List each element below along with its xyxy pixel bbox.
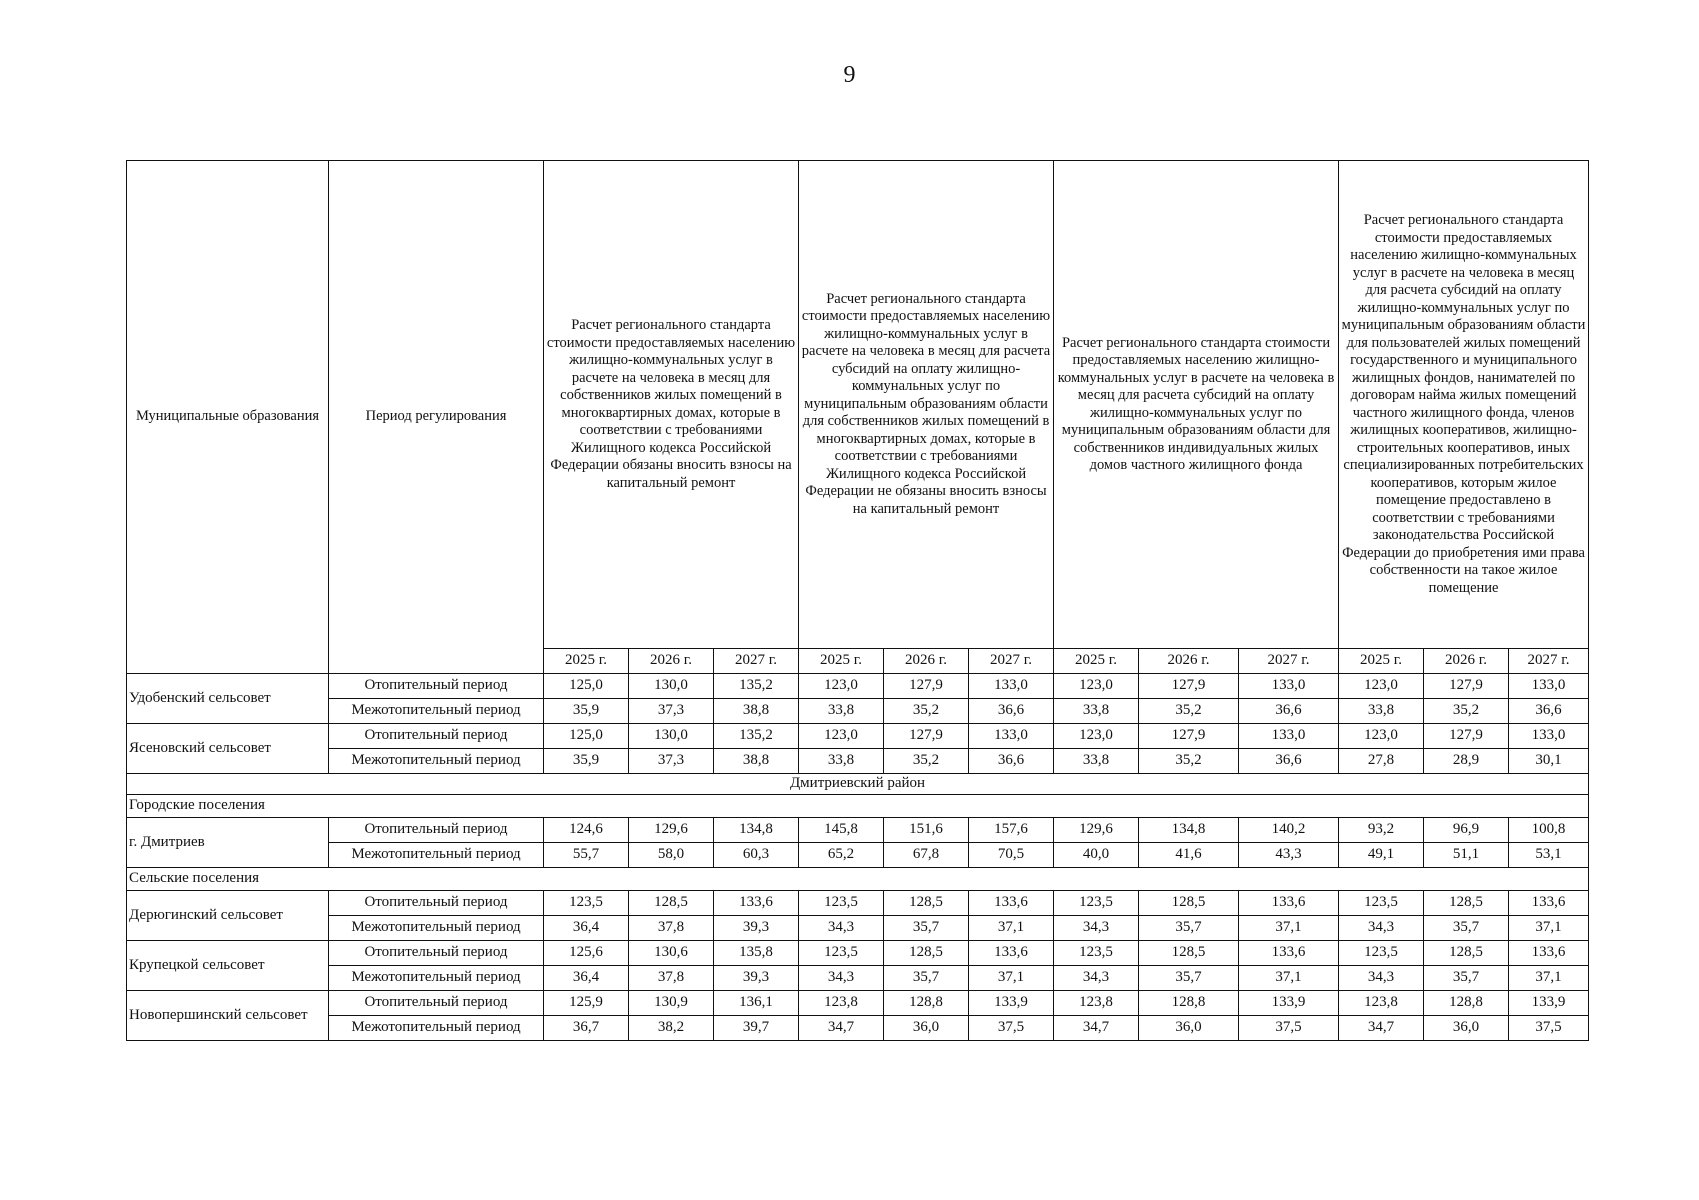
district-title: Дмитриевский район <box>127 774 1589 795</box>
value-cell: 123,0 <box>799 724 884 749</box>
value-cell: 37,8 <box>629 916 714 941</box>
value-cell: 133,0 <box>969 724 1054 749</box>
value-cell: 127,9 <box>1139 724 1239 749</box>
group-row <box>127 795 1589 818</box>
period-label: Межотопительный период <box>329 843 544 868</box>
value-cell: 128,5 <box>1139 891 1239 916</box>
value-cell: 125,0 <box>544 674 629 699</box>
value-cell: 123,0 <box>1339 674 1424 699</box>
table-row <box>127 916 1589 941</box>
table-row <box>127 843 1589 868</box>
value-cell: 34,3 <box>799 966 884 991</box>
value-cell: 27,8 <box>1339 749 1424 774</box>
value-cell: 36,0 <box>884 1016 969 1041</box>
value-cell: 135,2 <box>714 724 799 749</box>
group-row <box>127 868 1589 891</box>
value-cell: 38,8 <box>714 749 799 774</box>
period-label: Отопительный период <box>329 991 544 1016</box>
value-cell: 35,2 <box>884 749 969 774</box>
value-cell: 135,8 <box>714 941 799 966</box>
value-cell: 36,6 <box>969 749 1054 774</box>
value-cell: 34,3 <box>1054 916 1139 941</box>
period-label: Отопительный период <box>329 891 544 916</box>
value-cell: 128,8 <box>884 991 969 1016</box>
value-cell: 37,5 <box>969 1016 1054 1041</box>
value-cell: 37,1 <box>1509 966 1589 991</box>
value-cell: 125,0 <box>544 724 629 749</box>
value-cell: 36,0 <box>1139 1016 1239 1041</box>
table-row <box>127 891 1589 916</box>
value-cell: 35,7 <box>1424 966 1509 991</box>
header-year: 2026 г. <box>884 649 969 674</box>
header-year: 2025 г. <box>1054 649 1139 674</box>
header-year: 2025 г. <box>1339 649 1424 674</box>
value-cell: 34,7 <box>1054 1016 1139 1041</box>
value-cell: 145,8 <box>799 818 884 843</box>
value-cell: 36,6 <box>969 699 1054 724</box>
value-cell: 34,3 <box>799 916 884 941</box>
value-cell: 65,2 <box>799 843 884 868</box>
value-cell: 53,1 <box>1509 843 1589 868</box>
municipality-name: Ясеновский сельсовет <box>127 724 329 774</box>
value-cell: 128,5 <box>1424 891 1509 916</box>
value-cell: 133,0 <box>1509 674 1589 699</box>
header-year: 2026 г. <box>1139 649 1239 674</box>
table-row <box>127 749 1589 774</box>
municipality-name: Новопершинский сельсовет <box>127 991 329 1041</box>
value-cell: 100,8 <box>1509 818 1589 843</box>
value-cell: 37,1 <box>1239 916 1339 941</box>
value-cell: 127,9 <box>884 724 969 749</box>
table-row <box>127 1016 1589 1041</box>
value-cell: 37,5 <box>1509 1016 1589 1041</box>
value-cell: 123,8 <box>1054 991 1139 1016</box>
value-cell: 134,8 <box>714 818 799 843</box>
value-cell: 33,8 <box>799 749 884 774</box>
period-label: Отопительный период <box>329 674 544 699</box>
header-year: 2027 г. <box>1239 649 1339 674</box>
value-cell: 37,3 <box>629 699 714 724</box>
value-cell: 39,3 <box>714 966 799 991</box>
header-year: 2026 г. <box>1424 649 1509 674</box>
value-cell: 35,2 <box>1424 699 1509 724</box>
value-cell: 35,7 <box>884 966 969 991</box>
group-title-rural: Сельские поселения <box>127 868 1589 891</box>
table-row <box>127 818 1589 843</box>
value-cell: 30,1 <box>1509 749 1589 774</box>
header-year: 2027 г. <box>969 649 1054 674</box>
value-cell: 135,2 <box>714 674 799 699</box>
period-label: Межотопительный период <box>329 916 544 941</box>
value-cell: 133,6 <box>969 891 1054 916</box>
value-cell: 33,8 <box>1339 699 1424 724</box>
value-cell: 123,0 <box>1054 724 1139 749</box>
value-cell: 133,6 <box>1239 941 1339 966</box>
header-group-3: Расчет регионального стандарта стоимости предоставляемых населению жилищно-коммунальных услуг в расчете на человека в месяц для расчета субсидий на оплату жилищно-коммунальных услуг по муниципальным образованиям области для собственников индивидуальных жилых домов частного жилищного фонда <box>1054 161 1339 649</box>
value-cell: 133,6 <box>1239 891 1339 916</box>
page-number: 9 <box>843 62 856 88</box>
value-cell: 36,6 <box>1509 699 1589 724</box>
value-cell: 123,0 <box>799 674 884 699</box>
value-cell: 133,9 <box>1239 991 1339 1016</box>
table-row <box>127 941 1589 966</box>
value-cell: 60,3 <box>714 843 799 868</box>
value-cell: 123,5 <box>799 891 884 916</box>
header-group-4: Расчет регионального стандарта стоимости предоставляемых населению жилищно-коммунальных услуг в расчете на человека в месяц для расчета субсидий на оплату жилищно-коммунальных услуг по муниципальным образованиям области для пользователей жилых помещений государственного и муниципального жилищных фондов, нанимателей по договорам найма жилых помещений частного жилищного фонда, членов жилищных кооперативов, жилищно-строительных кооперативов, иных специализированных потребительских кооперативов, которым жилое помещение предоставлено в соответствии с требованиями законодательства Российской Федерации до приобретения ими права собственности на такое жилое помещение <box>1339 161 1589 649</box>
value-cell: 127,9 <box>1424 674 1509 699</box>
value-cell: 123,0 <box>1054 674 1139 699</box>
value-cell: 133,0 <box>1239 674 1339 699</box>
period-label: Межотопительный период <box>329 699 544 724</box>
municipality-name: г. Дмитриев <box>127 818 329 868</box>
value-cell: 134,8 <box>1139 818 1239 843</box>
value-cell: 38,8 <box>714 699 799 724</box>
table-row <box>127 699 1589 724</box>
value-cell: 36,4 <box>544 966 629 991</box>
value-cell: 33,8 <box>799 699 884 724</box>
value-cell: 128,5 <box>884 941 969 966</box>
value-cell: 123,5 <box>1054 941 1139 966</box>
value-cell: 123,5 <box>1339 941 1424 966</box>
value-cell: 37,5 <box>1239 1016 1339 1041</box>
value-cell: 123,5 <box>1339 891 1424 916</box>
period-label: Межотопительный период <box>329 1016 544 1041</box>
value-cell: 128,5 <box>1139 941 1239 966</box>
value-cell: 130,0 <box>629 674 714 699</box>
value-cell: 35,7 <box>884 916 969 941</box>
value-cell: 37,1 <box>969 916 1054 941</box>
value-cell: 40,0 <box>1054 843 1139 868</box>
value-cell: 49,1 <box>1339 843 1424 868</box>
value-cell: 36,7 <box>544 1016 629 1041</box>
value-cell: 35,9 <box>544 749 629 774</box>
table-row <box>127 966 1589 991</box>
value-cell: 35,2 <box>884 699 969 724</box>
table-row <box>127 674 1589 699</box>
value-cell: 36,6 <box>1239 699 1339 724</box>
value-cell: 128,5 <box>884 891 969 916</box>
value-cell: 34,3 <box>1339 916 1424 941</box>
value-cell: 34,7 <box>799 1016 884 1041</box>
value-cell: 133,0 <box>969 674 1054 699</box>
value-cell: 33,8 <box>1054 749 1139 774</box>
value-cell: 133,6 <box>969 941 1054 966</box>
value-cell: 130,0 <box>629 724 714 749</box>
value-cell: 124,6 <box>544 818 629 843</box>
header-year: 2027 г. <box>1509 649 1589 674</box>
value-cell: 37,1 <box>969 966 1054 991</box>
value-cell: 35,7 <box>1139 916 1239 941</box>
value-cell: 133,0 <box>1239 724 1339 749</box>
value-cell: 127,9 <box>884 674 969 699</box>
value-cell: 39,3 <box>714 916 799 941</box>
period-label: Отопительный период <box>329 724 544 749</box>
header-group-1: Расчет регионального стандарта стоимости предоставляемых населению жилищно-коммунальных услуг в расчете на человека в месяц для собственников жилых помещений в многоквартирных домах, которые в соответствии с требованиями Жилищного кодекса Российской Федерации обязаны вносить взносы на капитальный ремонт <box>544 161 799 649</box>
value-cell: 35,7 <box>1424 916 1509 941</box>
value-cell: 35,2 <box>1139 749 1239 774</box>
value-cell: 151,6 <box>884 818 969 843</box>
value-cell: 133,6 <box>1509 891 1589 916</box>
period-label: Отопительный период <box>329 941 544 966</box>
value-cell: 128,5 <box>1424 941 1509 966</box>
header-group-2: Расчет регионального стандарта стоимости предоставляемых населению жилищно-коммунальных услуг в расчете на человека в месяц для расчета субсидий на оплату жилищно-коммунальных услуг по муниципальным образованиям области для собственников жилых помещений в многоквартирных домах, которые в соответствии с требованиями Жилищного кодекса Российской Федерации не обязаны вносить взносы на капитальный ремонт <box>799 161 1054 649</box>
value-cell: 123,0 <box>1339 724 1424 749</box>
value-cell: 140,2 <box>1239 818 1339 843</box>
table-row <box>127 991 1589 1016</box>
value-cell: 36,6 <box>1239 749 1339 774</box>
value-cell: 123,8 <box>1339 991 1424 1016</box>
value-cell: 133,6 <box>1509 941 1589 966</box>
value-cell: 128,8 <box>1424 991 1509 1016</box>
value-cell: 43,3 <box>1239 843 1339 868</box>
value-cell: 37,3 <box>629 749 714 774</box>
value-cell: 37,1 <box>1239 966 1339 991</box>
value-cell: 36,0 <box>1424 1016 1509 1041</box>
municipality-name: Удобенский сельсовет <box>127 674 329 724</box>
header-year: 2026 г. <box>629 649 714 674</box>
value-cell: 36,4 <box>544 916 629 941</box>
value-cell: 55,7 <box>544 843 629 868</box>
header-year: 2025 г. <box>544 649 629 674</box>
value-cell: 123,5 <box>544 891 629 916</box>
value-cell: 133,0 <box>1509 724 1589 749</box>
value-cell: 33,8 <box>1054 699 1139 724</box>
value-cell: 133,9 <box>1509 991 1589 1016</box>
value-cell: 157,6 <box>969 818 1054 843</box>
value-cell: 133,9 <box>969 991 1054 1016</box>
value-cell: 37,8 <box>629 966 714 991</box>
value-cell: 93,2 <box>1339 818 1424 843</box>
value-cell: 70,5 <box>969 843 1054 868</box>
value-cell: 35,9 <box>544 699 629 724</box>
value-cell: 130,9 <box>629 991 714 1016</box>
value-cell: 136,1 <box>714 991 799 1016</box>
value-cell: 133,6 <box>714 891 799 916</box>
value-cell: 123,5 <box>799 941 884 966</box>
value-cell: 28,9 <box>1424 749 1509 774</box>
value-cell: 34,7 <box>1339 1016 1424 1041</box>
value-cell: 129,6 <box>1054 818 1139 843</box>
header-period: Период регулирования <box>329 161 544 674</box>
group-title-urban: Городские поселения <box>127 795 1589 818</box>
period-label: Межотопительный период <box>329 966 544 991</box>
district-row <box>127 774 1589 795</box>
period-label: Межотопительный период <box>329 749 544 774</box>
value-cell: 96,9 <box>1424 818 1509 843</box>
tariff-table-wrapper <box>126 160 1588 1041</box>
value-cell: 58,0 <box>629 843 714 868</box>
value-cell: 128,5 <box>629 891 714 916</box>
value-cell: 67,8 <box>884 843 969 868</box>
value-cell: 41,6 <box>1139 843 1239 868</box>
tariff-table <box>126 160 1589 1041</box>
value-cell: 37,1 <box>1509 916 1589 941</box>
value-cell: 125,9 <box>544 991 629 1016</box>
value-cell: 127,9 <box>1424 724 1509 749</box>
value-cell: 39,7 <box>714 1016 799 1041</box>
value-cell: 125,6 <box>544 941 629 966</box>
value-cell: 38,2 <box>629 1016 714 1041</box>
value-cell: 34,3 <box>1339 966 1424 991</box>
municipality-name: Крупецкой сельсовет <box>127 941 329 991</box>
table-row <box>127 724 1589 749</box>
header-year: 2025 г. <box>799 649 884 674</box>
value-cell: 35,7 <box>1139 966 1239 991</box>
header-municipality: Муниципальные образования <box>127 161 329 674</box>
value-cell: 129,6 <box>629 818 714 843</box>
value-cell: 123,5 <box>1054 891 1139 916</box>
period-label: Отопительный период <box>329 818 544 843</box>
municipality-name: Дерюгинский сельсовет <box>127 891 329 941</box>
value-cell: 35,2 <box>1139 699 1239 724</box>
value-cell: 128,8 <box>1139 991 1239 1016</box>
value-cell: 51,1 <box>1424 843 1509 868</box>
value-cell: 123,8 <box>799 991 884 1016</box>
value-cell: 130,6 <box>629 941 714 966</box>
header-year: 2027 г. <box>714 649 799 674</box>
value-cell: 34,3 <box>1054 966 1139 991</box>
value-cell: 127,9 <box>1139 674 1239 699</box>
